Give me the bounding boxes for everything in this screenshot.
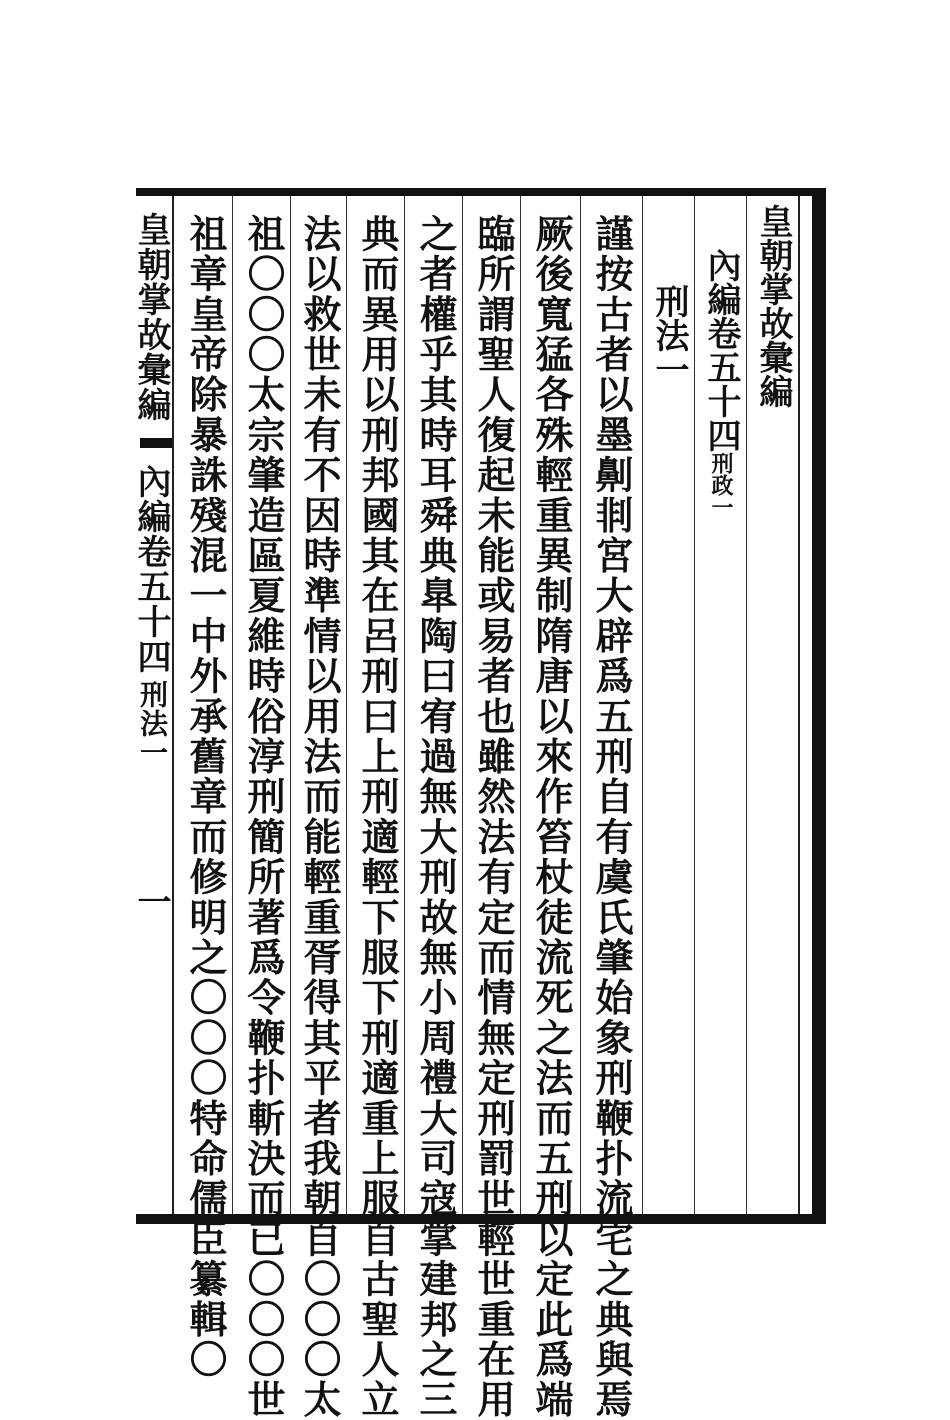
section-title: 刑法一 bbox=[649, 284, 689, 386]
frame-right-border bbox=[812, 188, 826, 1224]
margin-fishtail-mark bbox=[140, 438, 172, 448]
book-title: 皇朝掌故彙編 bbox=[753, 204, 793, 408]
frame-right-inner-line bbox=[798, 196, 800, 1214]
text-column-6: 法以救世未有不因時準情以用法而能輕重胥得其平者我朝自〇〇〇太 bbox=[297, 214, 342, 1420]
volume-note: 刑政一 bbox=[708, 452, 734, 518]
text-column-1: 謹按古者以墨劓剕宮大辟爲五刑自有虞氏肇始象刑鞭扑流宅之典與焉 bbox=[589, 214, 634, 1420]
column-rule bbox=[580, 196, 581, 1214]
margin-volume: 內編卷五十四 bbox=[131, 464, 171, 674]
column-rule bbox=[520, 196, 521, 1214]
volume-title: 內編卷五十四 bbox=[701, 248, 741, 452]
column-rule bbox=[462, 196, 463, 1214]
column-rule bbox=[290, 196, 291, 1214]
frame-left-line bbox=[172, 196, 174, 1214]
column-rule bbox=[404, 196, 405, 1214]
frame-top-border bbox=[136, 188, 826, 196]
volume-heading bbox=[701, 248, 741, 518]
text-column-5: 典而異用以刑邦國其在呂刑曰上刑適輕下服下刑適重上服自古聖人立 bbox=[355, 214, 400, 1420]
text-column-8: 祖章皇帝除暴誅殘混一中外承舊章而修明之〇〇〇特命儒臣纂輯〇 bbox=[183, 214, 228, 1380]
text-column-3: 臨所謂聖人復起未能或易者也雖然法有定而情無定刑罰世輕世重在用 bbox=[471, 214, 516, 1420]
margin-section: 刑法一 bbox=[136, 680, 169, 767]
margin-page-number: 一 bbox=[131, 884, 171, 919]
column-rule bbox=[232, 196, 233, 1214]
text-column-4: 之者權乎其時耳舜典臯陶曰宥過無大刑故無小周禮大司寇掌建邦之三 bbox=[413, 214, 458, 1420]
text-column-7: 祖〇〇〇太宗肇造區夏維時俗淳刑簡所著爲令鞭扑斬決而已〇〇〇世 bbox=[241, 214, 286, 1420]
column-rule bbox=[694, 196, 695, 1214]
column-rule bbox=[642, 196, 643, 1214]
margin-book-title: 皇朝掌故彙編 bbox=[131, 212, 171, 422]
column-rule bbox=[746, 196, 747, 1214]
text-column-2: 厥後寬猛各殊輕重異制隋唐以來作笞杖徒流死之法而五刑以定此爲端 bbox=[529, 214, 574, 1420]
column-rule bbox=[346, 196, 347, 1214]
